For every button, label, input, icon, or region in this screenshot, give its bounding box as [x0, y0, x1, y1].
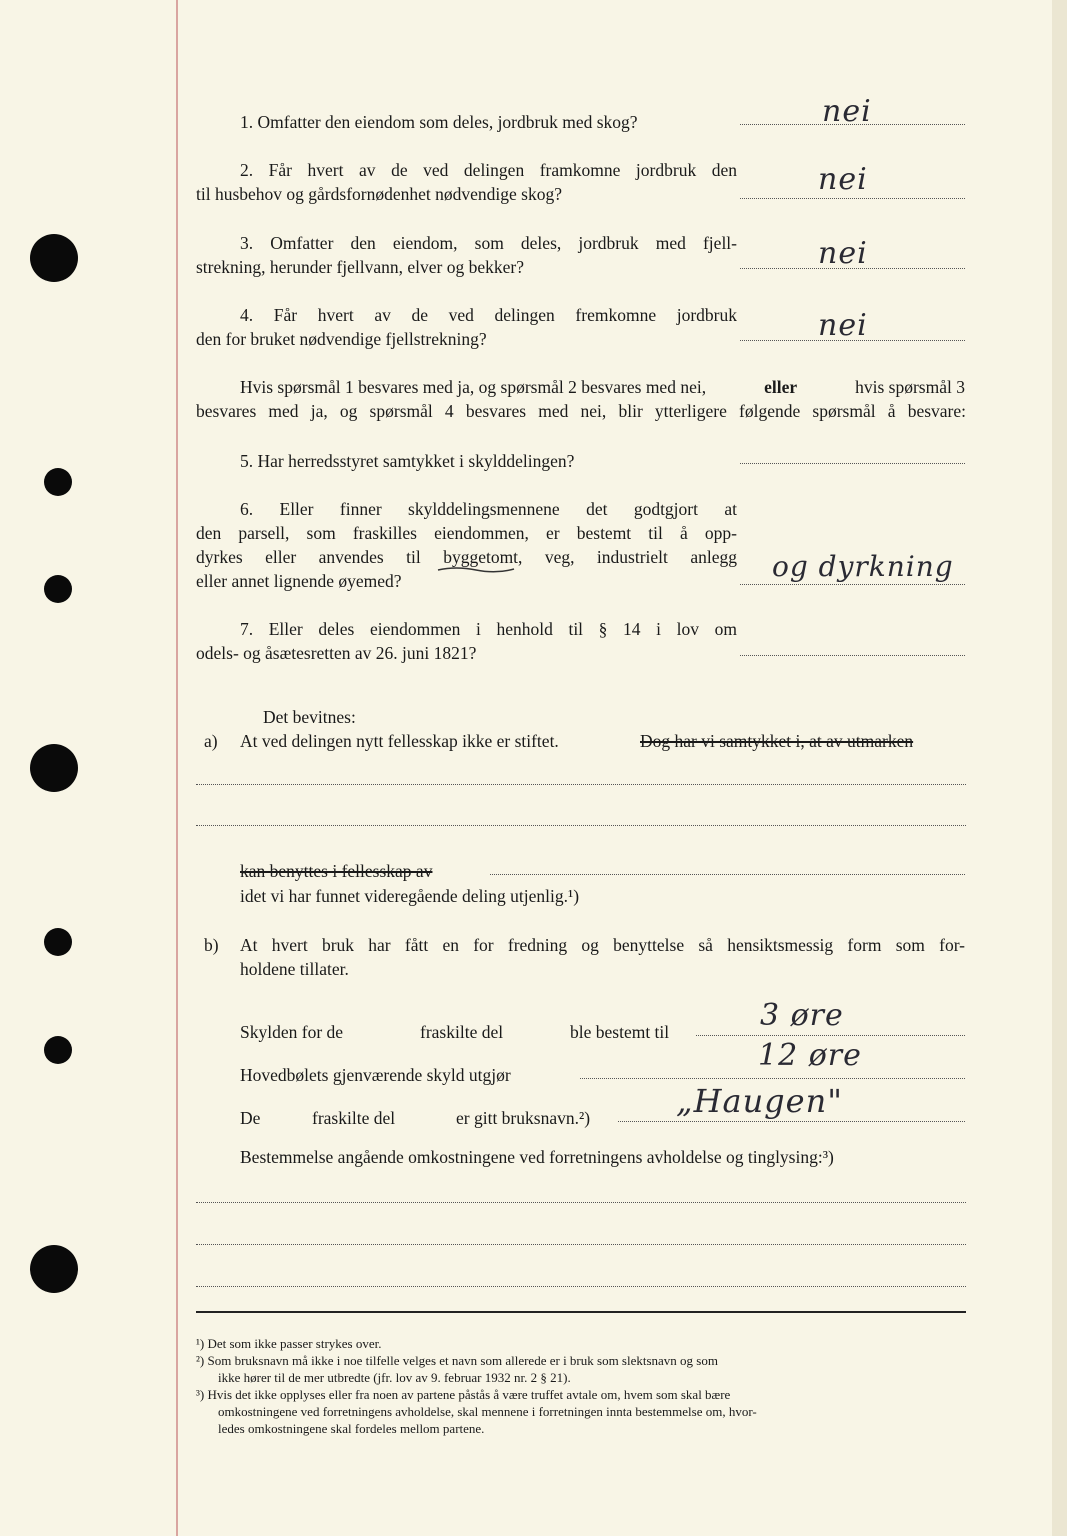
footnote-2-line-2: ikke hører til de mer utbredte (jfr. lov av 9. februar 1932 nr. 2 § 21).: [218, 1370, 571, 1385]
answer-4: nei: [818, 308, 868, 343]
answer-bruksnavn: „Haugen": [676, 1082, 843, 1120]
punch-hole: [44, 928, 72, 956]
skyld-label-a: Skylden for de: [240, 1022, 344, 1042]
punch-hole: [44, 1036, 72, 1064]
footnote-3-line-2: omkostningene ved forretningens avholdelse, skal mennene i forretningen innta bestemmelse om, hvor-: [218, 1404, 757, 1419]
punch-hole: [44, 575, 72, 603]
answer-hovedbol: 12 øre: [758, 1038, 862, 1073]
punch-hole: [30, 1245, 78, 1293]
footnote-1: ¹) Det som ikke passer strykes over.: [196, 1336, 382, 1351]
punch-hole: [30, 234, 78, 282]
intro-text-a: Hvis spørsmål 1 besvares med ja, og spørsmål 2 besvares med nei,: [240, 377, 707, 397]
answer-line-6: [740, 584, 965, 585]
question-6-line-1: 6. Eller finner skylddelingsmennene det godtgjort at: [240, 499, 737, 519]
pencil-underline: [436, 564, 516, 576]
blank-line: [196, 1244, 966, 1245]
attest-a-text: At ved delingen nytt fellesskap ikke er stiftet.: [240, 731, 559, 751]
answer-line-5: [740, 463, 965, 464]
bruksnavn-label-a: De: [240, 1108, 261, 1128]
bruksnavn-label-b: fraskilte del: [312, 1108, 396, 1128]
question-1: 1. Omfatter den eiendom som deles, jordbruk med skog?: [240, 112, 638, 132]
attest-a-cont: idet vi har funnet videregående deling utjenlig.¹): [240, 886, 580, 906]
punch-hole: [44, 468, 72, 496]
skyld-label-b: fraskilte del: [420, 1022, 504, 1042]
question-4-line-1: 4. Får hvert av de ved delingen fremkomne jordbruk: [240, 305, 737, 325]
bruksnavn-line: [618, 1121, 965, 1122]
question-6-line-2: den parsell, som fraskilles eiendommen, er bestemt til å opp-: [196, 523, 737, 543]
question-7-line-1: 7. Eller deles eiendommen i henhold til § 14 i lov om: [240, 619, 737, 639]
blank-line: [196, 825, 966, 826]
answer-line-2: [740, 198, 965, 199]
question-6-line-3: dyrkes eller anvendes til byggetomt, veg, industrielt anlegg: [196, 547, 737, 567]
answer-skyld: 3 øre: [760, 998, 844, 1033]
question-3-line-2: strekning, herunder fjellvann, elver og bekker?: [196, 257, 524, 277]
skyld-line: [696, 1035, 965, 1036]
attest-b-label: b): [204, 935, 219, 955]
intro-line-1: [240, 375, 965, 399]
answer-6: og dyrkning: [772, 550, 954, 583]
blank-line: [196, 1202, 966, 1203]
attest-heading: Det bevitnes:: [263, 707, 356, 727]
question-4-line-2: den for bruket nødvendige fjellstrekning?: [196, 329, 487, 349]
question-6-line-4: eller annet lignende øyemed?: [196, 571, 402, 591]
bestemmelse-label: Bestemmelse angående omkostningene ved forretningens avholdelse og tinglysing:³): [240, 1147, 834, 1167]
punch-hole: [30, 744, 78, 792]
attest-b-line-1: At hvert bruk har fått en for fredning og benyttelse så hensiktsmessig form som for-: [240, 935, 965, 955]
blank-line: [196, 784, 966, 785]
question-2-line-2: til husbehov og gårdsfornødenhet nødvendige skog?: [196, 184, 562, 204]
margin-line: [176, 0, 178, 1536]
footnote-2-line-1: ²) Som bruksnavn må ikke i noe tilfelle velges et navn som allerede er i bruk som slektsnavn og som: [196, 1353, 718, 1368]
blank-line: [196, 1286, 966, 1287]
skyld-label-c: ble bestemt til: [570, 1022, 670, 1042]
question-5: 5. Har herredsstyret samtykket i skylddelingen?: [240, 451, 575, 471]
bruksnavn-label-c: er gitt bruksnavn.²): [456, 1108, 591, 1128]
footnote-divider: [196, 1311, 966, 1313]
question-3-line-1: 3. Omfatter den eiendom, som deles, jordbruk med fjell-: [240, 233, 737, 253]
footnote-3-line-1: ³) Hvis det ikke opplyses eller fra noen av partene påstås å være truffet avtale om, hvem som skal bære: [196, 1387, 731, 1402]
intro-text-bold: eller: [764, 377, 798, 397]
blank-line: [490, 874, 965, 875]
answer-1: nei: [822, 94, 872, 129]
answer-2: nei: [818, 162, 868, 197]
hovedbol-line: [580, 1078, 965, 1079]
answer-3: nei: [818, 236, 868, 271]
footnote-3-line-3: ledes omkostningene skal fordeles mellom partene.: [218, 1421, 485, 1436]
attest-a-label: a): [204, 731, 218, 751]
answer-line-7: [740, 655, 965, 656]
attest-a-cont-struck: kan benyttes i fellesskap av: [240, 861, 433, 881]
attest-a-struck: Dog har vi samtykket i, at av utmarken: [640, 731, 914, 751]
attest-b-line-2: holdene tillater.: [240, 959, 349, 979]
intro-text-b: hvis spørsmål 3: [855, 377, 965, 397]
question-2-line-1: 2. Får hvert av de ved delingen framkomne jordbruk den: [240, 160, 737, 180]
intro-line-2: besvares med ja, og spørsmål 4 besvares med nei, blir ytterligere følgende spørsmål å besvare:: [196, 401, 966, 421]
hovedbol-label: Hovedbølets gjenværende skyld utgjør: [240, 1065, 511, 1085]
question-7-line-2: odels- og åsætesretten av 26. juni 1821?: [196, 643, 477, 663]
page-edge: [1052, 0, 1067, 1536]
